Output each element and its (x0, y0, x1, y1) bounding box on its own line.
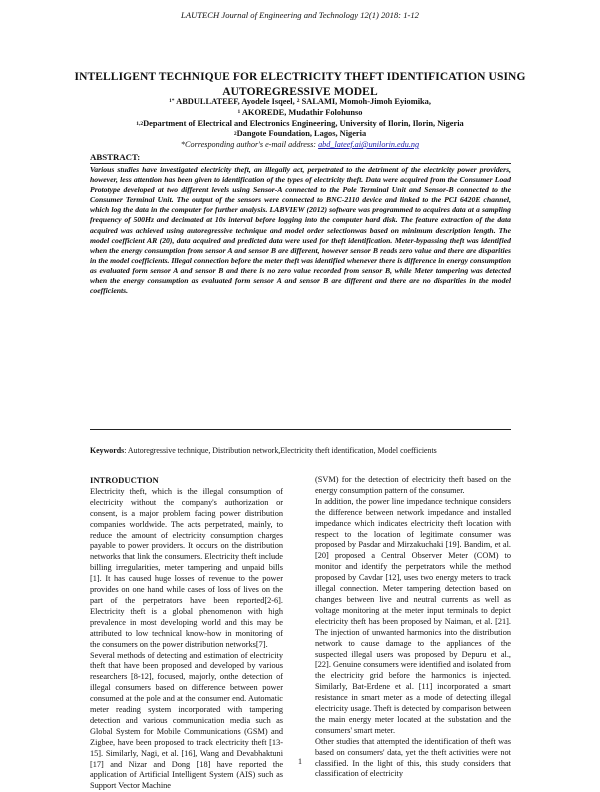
keywords (90, 446, 511, 456)
affiliation-superscript: 1,2 (136, 121, 143, 127)
paragraph: Several methods of detecting and estimation of electricity theft that have been proposed and developed by various researchers [8-12], focused, majorly, onthe detection of illegal consumers based on difference between power consumed at the pole and at the consumer end. Automatic meter reading system incorporated with tampering detection and various communication media such as Global System for Mobile Communications (GSM) and Zigbee, have been proposed to track electricity theft [13-15]. Similarly, Nagi, et al. [16], Wang and Devabhaktuni [17] and Nizar and Dong [18] have reported the application of Artificial Intelligent System (AIS) such as Support Vector Machine (90, 651, 283, 792)
paragraph: Other studies that attempted the identification of theft was based on consumers' data, yet the theft activities were not classified. In the light of this, this study considers that classification of electricity (315, 737, 511, 781)
affiliation-text: Dangote Foundation, Lagos, Nigeria (237, 129, 367, 138)
running-head: LAUTECH Journal of Engineering and Technology 12(1) 2018: 1-12 (0, 10, 600, 20)
author-superscript: 1 (238, 109, 241, 115)
author-line-1 (60, 97, 540, 108)
corresponding-label: *Corresponding author's e-mail address: (181, 140, 318, 149)
paragraph: In addition, the power line impedance technique considers the difference between network impedance and installed impedance which indicates electricity theft location with respect to the location of legitimate consumer was proposed by Pasdar and Mirzakuchaki [19]. Bandim, et al.[20] proposed a Central Observer Meter (COM) to monitor and identify the perpetrators while the method proposed by Cavdar [12], uses two energy meters to track illegal connection. Meter tampering detection based on changes between live and neutral currents as well as voltage monitoring at the meter input terminals to depict electricity theft has been proposed by Naiman, et al. [21]. The injection of unwanted harmonics into the distribution network to cause damage to the appliances of the suspected illegal users was proposed by Depuru et al., [22]. Genuine consumers were identified and isolated from the electricity grid before the harmonics is injected. Similarly, Bat-Erdene et al. [11] incorporated a smart resistance in smart meter as a mode of detecting illegal electricity usage. Theft is detected by comparison between the main energy meter located at the substation and the consumers' smart meter. (315, 497, 511, 737)
author-superscript: 2 (297, 98, 300, 104)
keywords-label: Keywords (90, 446, 124, 455)
corresponding-email-link[interactable]: abd_lateef.ai@unilorin.edu.ng (318, 140, 419, 149)
corresponding-author (60, 140, 540, 150)
author-superscript: 1* (169, 98, 175, 104)
abstract-bottom-divider (90, 429, 511, 430)
affiliation-superscript: 2 (234, 131, 237, 137)
page-number: 1 (0, 757, 600, 766)
paper-title: INTELLIGENT TECHNIQUE FOR ELECTRICITY THEFT IDENTIFICATION USING AUTOREGRESSIVE MODEL (60, 70, 540, 100)
abstract-heading: ABSTRACT: (90, 152, 140, 162)
author-name: ABDULLATEEF, Ayodele Isqeel, (175, 97, 297, 106)
keywords-text: : Autoregressive technique, Distribution network,Electricity theft identification, Model coefficients (124, 446, 437, 455)
introduction-heading: INTRODUCTION (90, 475, 283, 486)
author-line-2 (60, 108, 540, 119)
affiliation-1 (60, 119, 540, 129)
right-column (315, 475, 511, 780)
author-name: AKOREDE, Mudathir Folohunso (240, 108, 362, 117)
author-list (60, 97, 540, 118)
affiliation-2 (60, 129, 540, 139)
abstract-top-divider (90, 163, 511, 164)
abstract-text: Various studies have investigated electricity theft, an illegally act, perpetrated to the detriment of the electricity power providers, however, less attention has been given to identification of the types of electricity theft. Data were acquired from the Consumer Load Prototype developed at two different levels using Sensor-A connected to the Pole Terminal Unit and Sensor-B connected to the Consumer Terminal Unit. The output of the sensors were connected to BNC-2110 device and linked to the PCI 6420E channel, which log the data in the computer for further analysis. LABVIEW (2012) software was programmed to acquires data at a sampling frequency of 500Hz and decimated at 10s interval before logging into the computer hard disk. The feature extraction of the data acquired was achieved using autoregressive technique and model order selectionwas based on minimum description length. The model coefficient AR (20), data acquired and predicted data were used for theft identification. Meter-bypassing theft was identified when the energy consumption from sensor A and sensor B are different, however sensor B reads zero value and there are disparities in the model coefficients. Illegal connection before the meter theft was identified whenever there is difference in energy consumption as evaluated form sensor A and sensor B and there is no zero value recorded from sensor B, while Meter tampering was detected when the energy consumption as evaluated form sensor A and sensor B are different and there are no disparities in the model coefficients. (90, 165, 511, 296)
left-column (90, 475, 283, 792)
affiliation-text: Department of Electrical and Electronics Engineering, University of Ilorin, Ilorin, Nigeria (143, 119, 464, 128)
affiliations (60, 119, 540, 140)
paragraph: (SVM) for the detection of electricity theft based on the energy consumption pattern of the consumer. (315, 475, 511, 497)
author-name: SALAMI, Momoh-Jimoh Eyiomika, (300, 97, 431, 106)
paragraph: Electricity theft, which is the illegal consumption of electricity without the company's authorization or consent, is a major problem facing power distribution companies worldwide. The acts perpetrated, mainly, to reduce the amount of electricity consumption charges payable to power providers. It occurs on the distribution networks that link the consumers. Electricity theft include billing irregularities, meter tampering and unpaid bills [1]. It has caused huge losses of revenue to the power provides on one hand while cases of loss of lives on the part of the perpetrators have been reported[2-6]. Electricity theft is a global phenomenon with high prevalence in most developing world and this may be attributed to low technical know-how in monitoring of the consumers on the power distribution networks[7]. (90, 487, 283, 651)
